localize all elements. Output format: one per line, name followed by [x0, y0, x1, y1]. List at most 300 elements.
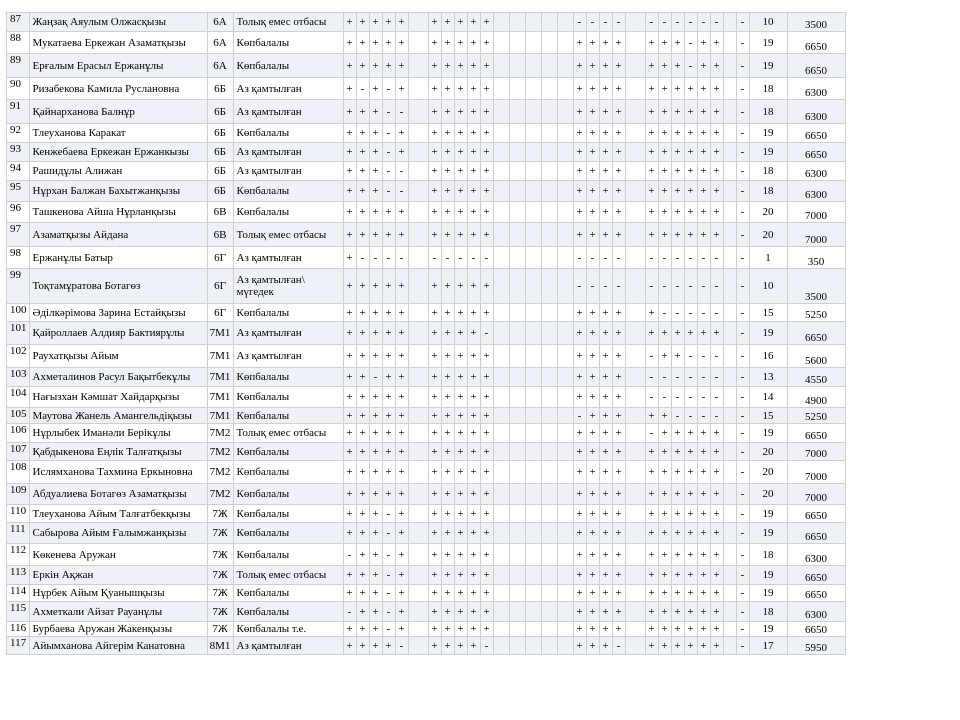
category-cell: Көпбалалы	[233, 443, 343, 461]
mark-cell: +	[369, 345, 382, 368]
mark-cell	[625, 32, 645, 54]
mark-cell: +	[684, 223, 697, 247]
mark-cell: +	[454, 223, 467, 247]
mark-cell: +	[645, 162, 658, 181]
mark-cell: -	[736, 523, 749, 544]
mark-cell: +	[343, 424, 356, 443]
table-row	[7, 622, 846, 637]
mark-cell: +	[480, 202, 493, 223]
amount-cell: 6300	[787, 602, 845, 622]
mark-cell: +	[658, 162, 671, 181]
mark-cell	[625, 585, 645, 602]
mark-cell: +	[573, 345, 586, 368]
row-number-cell: 102	[7, 345, 30, 368]
mark-cell: +	[658, 100, 671, 124]
mark-cell	[557, 637, 573, 655]
mark-cell: +	[671, 223, 684, 247]
amount-cell: 6650	[787, 124, 845, 143]
row-number-cell: 101	[7, 322, 30, 345]
mark-cell	[525, 622, 541, 637]
mark-cell: +	[697, 322, 710, 345]
class-cell: 6Б	[207, 181, 233, 202]
mark-cell	[408, 585, 428, 602]
mark-cell: +	[671, 424, 684, 443]
mark-cell	[557, 461, 573, 484]
mark-cell	[557, 181, 573, 202]
mark-cell	[509, 387, 525, 408]
category-cell: Аз қамтылған	[233, 143, 343, 162]
student-name-cell: Ахметалинов Расул Бақытбекұлы	[29, 368, 207, 387]
mark-cell: +	[658, 181, 671, 202]
class-cell: 7М2	[207, 461, 233, 484]
mark-cell: +	[343, 124, 356, 143]
mark-cell	[723, 602, 736, 622]
mark-cell: +	[671, 162, 684, 181]
mark-cell	[541, 345, 557, 368]
mark-cell: +	[382, 223, 395, 247]
mark-cell: +	[697, 424, 710, 443]
category-cell: Көпбалалы	[233, 181, 343, 202]
mark-cell: -	[441, 247, 454, 269]
mark-cell: -	[697, 13, 710, 32]
mark-cell: +	[428, 424, 441, 443]
mark-cell: +	[658, 143, 671, 162]
mark-cell: +	[343, 523, 356, 544]
mark-cell: +	[395, 78, 408, 100]
mark-cell	[493, 100, 509, 124]
mark-cell: +	[599, 368, 612, 387]
mark-cell	[541, 223, 557, 247]
mark-cell: +	[599, 544, 612, 566]
table-row	[7, 78, 846, 100]
student-name-cell: Азаматқызы Айдана	[29, 223, 207, 247]
class-cell: 7М1	[207, 368, 233, 387]
mark-cell	[723, 387, 736, 408]
mark-cell: -	[382, 602, 395, 622]
mark-cell: +	[684, 162, 697, 181]
mark-cell	[493, 505, 509, 523]
mark-cell	[493, 162, 509, 181]
row-number-cell: 117	[7, 637, 30, 655]
mark-cell: +	[343, 566, 356, 585]
mark-cell	[557, 100, 573, 124]
mark-cell: +	[369, 523, 382, 544]
mark-cell: +	[454, 13, 467, 32]
mark-cell	[525, 408, 541, 424]
mark-cell: +	[467, 322, 480, 345]
mark-cell	[625, 202, 645, 223]
mark-cell: +	[573, 124, 586, 143]
mark-cell: +	[599, 345, 612, 368]
amount-cell: 350	[787, 247, 845, 269]
mark-cell	[625, 602, 645, 622]
class-cell: 6Б	[207, 78, 233, 100]
mark-cell: +	[612, 181, 625, 202]
mark-cell: +	[441, 322, 454, 345]
mark-cell: -	[736, 387, 749, 408]
mark-cell: +	[428, 143, 441, 162]
mark-cell: +	[428, 162, 441, 181]
mark-cell: +	[710, 602, 723, 622]
row-number-cell: 112	[7, 544, 30, 566]
mark-cell: +	[467, 345, 480, 368]
mark-cell: +	[671, 505, 684, 523]
mark-cell: +	[599, 322, 612, 345]
mark-cell: +	[599, 143, 612, 162]
mark-cell: +	[395, 223, 408, 247]
mark-cell: +	[454, 54, 467, 78]
mark-cell: +	[710, 544, 723, 566]
mark-cell: +	[586, 602, 599, 622]
mark-cell: +	[697, 100, 710, 124]
row-number-cell: 87	[7, 13, 30, 32]
mark-cell: +	[441, 100, 454, 124]
mark-cell: -	[697, 387, 710, 408]
mark-cell: +	[441, 566, 454, 585]
mark-cell	[525, 54, 541, 78]
mark-cell: +	[428, 54, 441, 78]
mark-cell	[408, 143, 428, 162]
mark-cell: +	[586, 345, 599, 368]
class-cell: 7Ж	[207, 544, 233, 566]
mark-cell: +	[395, 368, 408, 387]
mark-cell	[541, 54, 557, 78]
mark-cell: +	[697, 505, 710, 523]
mark-cell	[525, 269, 541, 304]
mark-cell: +	[369, 100, 382, 124]
mark-cell: +	[658, 424, 671, 443]
mark-cell: +	[395, 387, 408, 408]
mark-cell: +	[343, 505, 356, 523]
class-cell: 6Г	[207, 304, 233, 322]
mark-cell: +	[356, 32, 369, 54]
mark-cell: +	[395, 124, 408, 143]
total-cell: 19	[749, 424, 787, 443]
amount-cell: 6300	[787, 181, 845, 202]
class-cell: 7Ж	[207, 523, 233, 544]
mark-cell: +	[586, 505, 599, 523]
amount-cell: 5950	[787, 637, 845, 655]
row-number-cell: 111	[7, 523, 30, 544]
student-name-cell: Ислямханова Тахмина Еркыновна	[29, 461, 207, 484]
mark-cell: +	[467, 54, 480, 78]
mark-cell	[557, 408, 573, 424]
mark-cell: -	[671, 387, 684, 408]
table-row	[7, 13, 846, 32]
mark-cell: +	[697, 223, 710, 247]
mark-cell: +	[645, 408, 658, 424]
mark-cell	[509, 54, 525, 78]
mark-cell: +	[467, 484, 480, 505]
mark-cell: +	[428, 602, 441, 622]
mark-cell	[493, 304, 509, 322]
mark-cell	[408, 637, 428, 655]
mark-cell: +	[428, 622, 441, 637]
mark-cell	[493, 484, 509, 505]
mark-cell: +	[658, 566, 671, 585]
mark-cell: +	[586, 443, 599, 461]
total-cell: 18	[749, 162, 787, 181]
mark-cell: -	[736, 78, 749, 100]
mark-cell	[525, 345, 541, 368]
mark-cell: +	[710, 424, 723, 443]
mark-cell: +	[369, 505, 382, 523]
mark-cell: +	[599, 181, 612, 202]
mark-cell: +	[697, 566, 710, 585]
mark-cell: -	[382, 78, 395, 100]
mark-cell: -	[710, 13, 723, 32]
mark-cell: +	[599, 523, 612, 544]
mark-cell: +	[395, 622, 408, 637]
mark-cell: +	[343, 32, 356, 54]
mark-cell: +	[710, 461, 723, 484]
amount-cell: 3500	[787, 269, 845, 304]
category-cell: Көпбалалы	[233, 202, 343, 223]
category-cell: Көпбалалы	[233, 54, 343, 78]
mark-cell: +	[382, 345, 395, 368]
mark-cell: +	[343, 181, 356, 202]
mark-cell: +	[369, 13, 382, 32]
mark-cell: +	[586, 78, 599, 100]
mark-cell: -	[586, 247, 599, 269]
mark-cell: +	[645, 461, 658, 484]
mark-cell	[625, 78, 645, 100]
mark-cell	[625, 223, 645, 247]
mark-cell: +	[645, 566, 658, 585]
mark-cell: +	[395, 602, 408, 622]
mark-cell: -	[454, 247, 467, 269]
mark-cell	[509, 100, 525, 124]
mark-cell: +	[395, 461, 408, 484]
mark-cell: -	[671, 269, 684, 304]
mark-cell: +	[671, 622, 684, 637]
mark-cell: -	[684, 387, 697, 408]
mark-cell: -	[736, 544, 749, 566]
table-row	[7, 387, 846, 408]
mark-cell: +	[467, 544, 480, 566]
mark-cell: +	[356, 202, 369, 223]
amount-cell: 5600	[787, 345, 845, 368]
mark-cell: +	[599, 424, 612, 443]
mark-cell: +	[356, 269, 369, 304]
row-number-cell: 93	[7, 143, 30, 162]
mark-cell: +	[454, 269, 467, 304]
mark-cell: +	[684, 544, 697, 566]
total-cell: 10	[749, 13, 787, 32]
mark-cell	[625, 143, 645, 162]
mark-cell	[557, 387, 573, 408]
table-row	[7, 54, 846, 78]
mark-cell: +	[658, 602, 671, 622]
mark-cell: +	[573, 322, 586, 345]
mark-cell	[541, 13, 557, 32]
mark-cell: +	[612, 443, 625, 461]
mark-cell: -	[382, 505, 395, 523]
mark-cell: +	[467, 124, 480, 143]
mark-cell	[509, 304, 525, 322]
category-cell: Толық емес отбасы	[233, 566, 343, 585]
mark-cell	[541, 124, 557, 143]
mark-cell	[541, 181, 557, 202]
mark-cell: +	[441, 181, 454, 202]
mark-cell: +	[441, 523, 454, 544]
total-cell: 19	[749, 124, 787, 143]
mark-cell: -	[382, 622, 395, 637]
mark-cell	[625, 13, 645, 32]
mark-cell: +	[710, 622, 723, 637]
mark-cell: +	[441, 368, 454, 387]
mark-cell	[625, 54, 645, 78]
amount-cell: 3500	[787, 13, 845, 32]
mark-cell: +	[467, 602, 480, 622]
mark-cell: +	[369, 269, 382, 304]
mark-cell: +	[586, 544, 599, 566]
mark-cell	[557, 162, 573, 181]
mark-cell: +	[454, 424, 467, 443]
mark-cell: -	[645, 424, 658, 443]
mark-cell	[557, 78, 573, 100]
mark-cell	[509, 523, 525, 544]
mark-cell: +	[395, 585, 408, 602]
mark-cell	[723, 523, 736, 544]
mark-cell	[625, 523, 645, 544]
total-cell: 20	[749, 223, 787, 247]
mark-cell: +	[395, 202, 408, 223]
mark-cell: +	[428, 100, 441, 124]
table-row	[7, 202, 846, 223]
mark-cell: +	[428, 637, 441, 655]
mark-cell	[525, 443, 541, 461]
mark-cell: -	[658, 269, 671, 304]
mark-cell: +	[356, 54, 369, 78]
mark-cell	[541, 461, 557, 484]
mark-cell: +	[467, 78, 480, 100]
mark-cell	[509, 124, 525, 143]
mark-cell: +	[356, 387, 369, 408]
mark-cell: +	[684, 100, 697, 124]
mark-cell: +	[645, 78, 658, 100]
mark-cell: +	[612, 484, 625, 505]
mark-cell	[525, 637, 541, 655]
mark-cell: +	[645, 124, 658, 143]
mark-cell: +	[645, 322, 658, 345]
total-cell: 18	[749, 100, 787, 124]
mark-cell: +	[697, 32, 710, 54]
mark-cell: -	[684, 247, 697, 269]
mark-cell	[625, 247, 645, 269]
mark-cell: +	[658, 322, 671, 345]
category-cell: Көпбалалы	[233, 544, 343, 566]
mark-cell	[625, 100, 645, 124]
table-row	[7, 304, 846, 322]
mark-cell: -	[736, 54, 749, 78]
mark-cell: +	[356, 322, 369, 345]
mark-cell: +	[343, 162, 356, 181]
mark-cell	[723, 247, 736, 269]
mark-cell: -	[736, 622, 749, 637]
mark-cell: +	[586, 124, 599, 143]
mark-cell: +	[612, 408, 625, 424]
mark-cell: +	[369, 124, 382, 143]
mark-cell: -	[356, 247, 369, 269]
student-name-cell: Мукатаева Еркежан Азаматқызы	[29, 32, 207, 54]
mark-cell	[493, 78, 509, 100]
category-cell: Көпбалалы	[233, 368, 343, 387]
total-cell: 20	[749, 443, 787, 461]
table-row	[7, 345, 846, 368]
mark-cell	[525, 78, 541, 100]
category-cell: Көпбалалы	[233, 484, 343, 505]
mark-cell	[541, 143, 557, 162]
mark-cell: +	[356, 523, 369, 544]
mark-cell	[625, 443, 645, 461]
mark-cell	[557, 304, 573, 322]
mark-cell	[723, 637, 736, 655]
table-row	[7, 162, 846, 181]
mark-cell	[723, 622, 736, 637]
mark-cell: -	[480, 322, 493, 345]
mark-cell	[541, 78, 557, 100]
mark-cell: +	[454, 32, 467, 54]
mark-cell: +	[658, 505, 671, 523]
mark-cell	[408, 100, 428, 124]
mark-cell: +	[671, 585, 684, 602]
mark-cell	[723, 143, 736, 162]
mark-cell	[509, 585, 525, 602]
mark-cell: +	[599, 202, 612, 223]
mark-cell: +	[343, 484, 356, 505]
mark-cell: +	[645, 637, 658, 655]
mark-cell	[525, 162, 541, 181]
mark-cell: +	[480, 566, 493, 585]
mark-cell: +	[573, 602, 586, 622]
mark-cell	[408, 544, 428, 566]
table-row	[7, 247, 846, 269]
mark-cell: -	[382, 523, 395, 544]
mark-cell: +	[395, 566, 408, 585]
mark-cell: +	[369, 585, 382, 602]
mark-cell: -	[428, 247, 441, 269]
table-row	[7, 181, 846, 202]
mark-cell: +	[586, 100, 599, 124]
student-name-cell: Нұрбек Айым Қуанышқызы	[29, 585, 207, 602]
mark-cell: +	[697, 585, 710, 602]
total-cell: 1	[749, 247, 787, 269]
mark-cell: +	[441, 143, 454, 162]
student-name-cell: Тлеуханова Каракат	[29, 124, 207, 143]
mark-cell: -	[697, 304, 710, 322]
mark-cell	[625, 322, 645, 345]
mark-cell: -	[645, 345, 658, 368]
mark-cell	[557, 269, 573, 304]
mark-cell: +	[684, 505, 697, 523]
mark-cell	[525, 368, 541, 387]
mark-cell: +	[467, 223, 480, 247]
mark-cell: +	[671, 100, 684, 124]
mark-cell: +	[573, 304, 586, 322]
mark-cell	[557, 322, 573, 345]
mark-cell: +	[454, 143, 467, 162]
student-name-cell: Қайроллаев Алдияр Бактиярұлы	[29, 322, 207, 345]
mark-cell	[509, 247, 525, 269]
mark-cell: +	[454, 304, 467, 322]
mark-cell: +	[573, 32, 586, 54]
mark-cell: +	[710, 566, 723, 585]
mark-cell: +	[684, 523, 697, 544]
mark-cell: +	[599, 566, 612, 585]
total-cell: 19	[749, 622, 787, 637]
student-name-cell: Әділкәрімова Зарина Естайқызы	[29, 304, 207, 322]
